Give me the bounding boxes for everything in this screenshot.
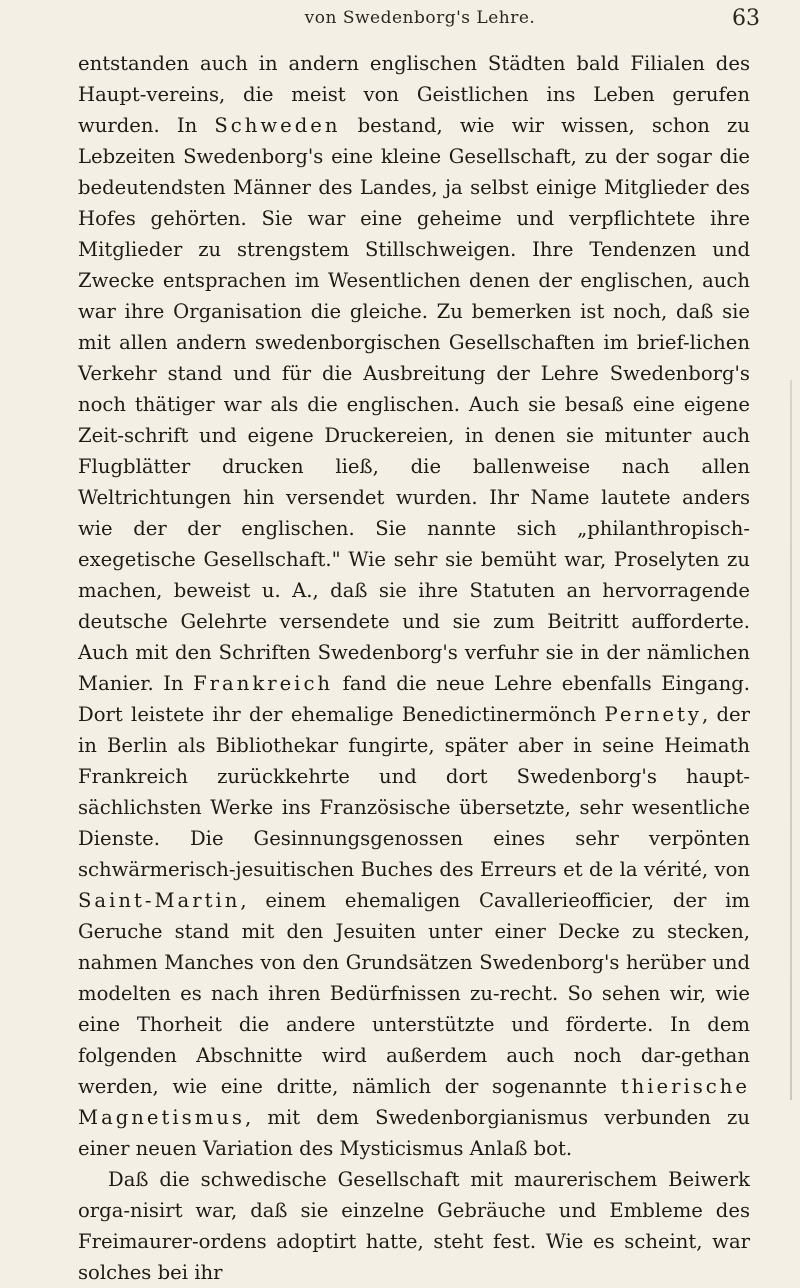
text-segment: , einem ehemaligen Cavallerieofficier, der im Geruche stand mit den Jesuiten unter einer Decke zu stecken, nahmen Manches von den Grundsätzen Swedenborg's herüber und modelten es nach ihren Bedürfnissen zu-recht. So sehen wir, wie eine Thorheit die andere unterstützte und förderte. In dem folgenden Abschnitte wird außerdem auch noch dar-gethan werden, wie eine dritte, nämlich der sogenannte	[78, 889, 750, 1098]
running-head: von Swedenborg's Lehre.	[304, 8, 536, 28]
text-segment: bestand, wie wir wissen, schon zu Lebzeiten Swedenborg's eine kleine Gesellschaft, zu der sogar die bedeutendsten Männer des Landes, ja selbst einige Mitglieder des Hofes gehörten. Sie war eine geheime und verpflichtete ihre Mitglieder zu strengstem Stillschweigen. Ihre Tendenzen und Zwecke entsprachen im Wesentlichen denen der englischen, auch war ihre Organisation die gleiche. Zu bemerken ist noch, daß sie mit allen andern swedenborgischen Gesellschaften im brief-lichen Verkehr stand und für die Ausbreitung der Lehre Swedenborg's noch thätiger war als die englischen. Auch sie besaß eine eigene Zeit-schrift und eigene Druckereien, in denen sie mitunter auch Flugblätter drucken ließ, die ballenweise nach allen Weltrichtungen hin versendet wurden. Ihr Name lautete anders wie der der englischen. Sie nannte sich „philanthropisch-exegetische Gesellschaft." Wie sehr sie bemüht war, Proselyten zu machen, beweist u. A., daß sie ihre Statuten an hervorragende deutsche Gelehrte versendete und sie zum Beitritt aufforderte. Auch mit den Schriften Swedenborg's verfuhr sie in der nämlichen Manier. In	[78, 114, 750, 695]
body-text	[78, 48, 750, 1288]
text-segment: , der in Berlin als Bibliothekar fungirte, später aber in seine Heimath Frankreich zurückkehrte und dort Swedenborg's haupt-sächlichsten Werke ins Französische übersetzte, sehr wesentliche Dienste. Die Gesinnungsgenossen eines sehr verpönten schwärmerisch-jesuitischen Buches des Erreurs et de la vérité, von	[78, 703, 750, 881]
page-number: 63	[732, 6, 760, 31]
text-segment: Daß die schwedische Gesellschaft mit maurerischem Beiwerk orga-nisirt war, daß sie einzelne Gebräuche und Embleme des Freimaurer-ordens adoptirt hatte, steht fest. Wie es scheint, war solches bei ihr	[78, 1168, 750, 1284]
text-segment: , mit dem Swedenborgianismus verbunden zu einer neuen Variation des Mysticismus Anlaß bot.	[78, 1106, 750, 1160]
spaced-emphasis-saint-martin: Saint-Martin	[78, 889, 241, 912]
paragraph-2	[78, 1164, 750, 1288]
text-segment: entstanden auch in andern englischen Städten bald Filialen des Haupt-vereins, die meist von Geistlichen ins Leben gerufen wurden. In	[78, 52, 750, 137]
spaced-emphasis-frankreich: Frankreich	[193, 672, 334, 695]
spaced-emphasis-magnetismus: thierische Magnetismus	[78, 1075, 750, 1129]
spaced-emphasis-schweden: Schweden	[214, 114, 341, 137]
page-edge-shadow	[790, 380, 792, 1100]
spaced-emphasis-pernety: Pernety	[604, 703, 702, 726]
text-segment: fand die neue Lehre ebenfalls Eingang. Dort leistete ihr der ehemalige Benedictinermönch	[78, 672, 750, 726]
page-header	[70, 2, 770, 36]
paragraph-1	[78, 48, 750, 1164]
